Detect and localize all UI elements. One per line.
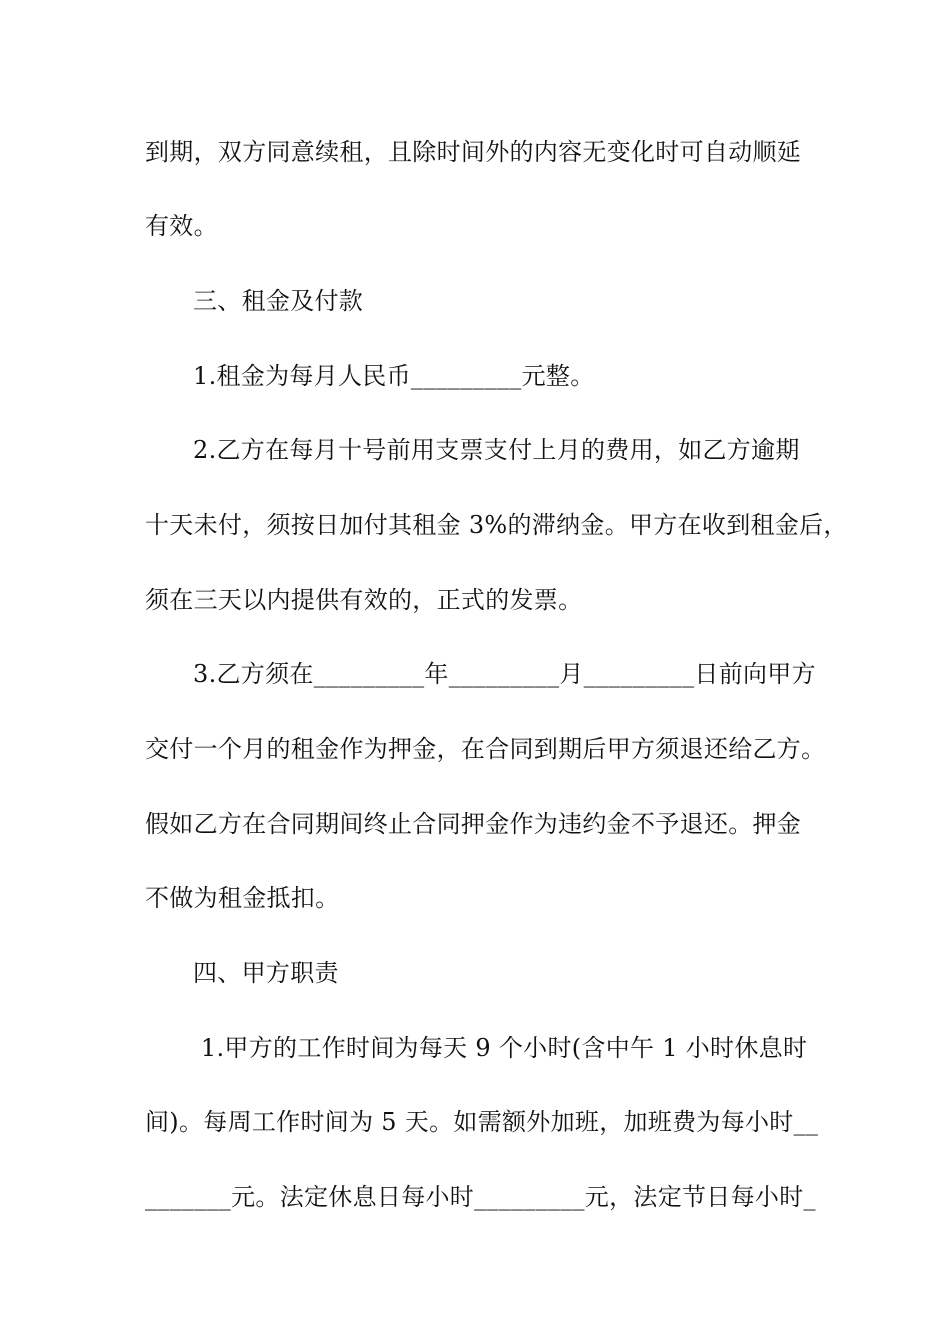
section-heading-party-a-duties: 四、甲方职责	[193, 959, 339, 987]
paragraph-line: 不做为租金抵扣。	[145, 884, 340, 912]
paragraph-line: 有效。	[145, 212, 218, 240]
clause-rent-amount: 1.租金为每月人民币_________元整。	[193, 362, 595, 390]
paragraph-line: 十天未付，须按日加付其租金 3%的滞纳金。甲方在收到租金后，	[145, 511, 848, 539]
paragraph-line: _______元。法定休息日每小时_________元，法定节日每小时_	[145, 1183, 816, 1211]
clause-payment-terms: 2.乙方在每月十号前用支票支付上月的费用，如乙方逾期	[193, 436, 800, 464]
paragraph-line: 间)。每周工作时间为 5 天。如需额外加班，加班费为每小时__	[145, 1108, 819, 1136]
clause-working-hours: 1.甲方的工作时间为每天 9 个小时(含中午 1 小时休息时	[193, 1034, 808, 1062]
paragraph-line: 须在三天以内提供有效的，正式的发票。	[145, 586, 583, 614]
paragraph-line: 到期，双方同意续租，且除时间外的内容无变化时可自动顺延	[145, 138, 802, 166]
paragraph-line: 交付一个月的租金作为押金，在合同到期后甲方须退还给乙方。	[145, 735, 826, 763]
section-heading-rent-payment: 三、租金及付款	[193, 287, 364, 315]
paragraph-line: 假如乙方在合同期间终止合同押金作为违约金不予退还。押金	[145, 810, 802, 838]
clause-deposit: 3.乙方须在_________年_________月_________日前向甲方	[193, 660, 816, 688]
